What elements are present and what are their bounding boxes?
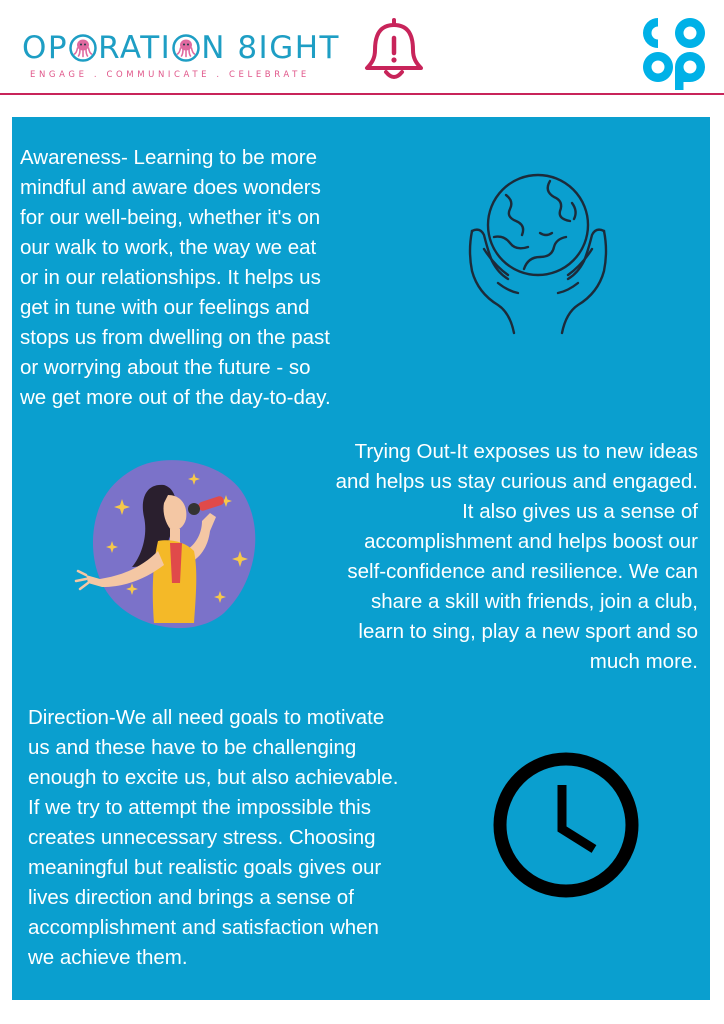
clock-icon [490,749,642,901]
paragraph-line: mindful and aware does wonders [20,176,321,199]
trying-out-paragraph [336,437,698,677]
paragraph-line: accomplishment and helps boost our [364,530,698,553]
paragraph-line: our walk to work, the way we eat [20,236,317,259]
brand [22,28,340,80]
direction-paragraph [28,703,398,973]
brand-title [22,28,340,68]
alert-bell-icon [362,14,426,84]
paragraph-line: accomplishment and satisfaction when [28,916,379,939]
paragraph-line: lives direction and brings a sense of [28,886,354,909]
paragraph-line: stops us from dwelling on the past [20,326,330,349]
paragraph-line: or in our relationships. It helps us [20,266,321,289]
paragraph-line: creates unnecessary stress. Choosing [28,826,376,849]
paragraph-line: get in tune with our feelings and [20,296,310,319]
singer-illustration [74,455,264,635]
brand-tagline: ENGAGE . COMMUNICATE . CELEBRATE [30,70,310,80]
paragraph-line: us and these have to be challenging [28,736,357,759]
paragraph-line: It also gives us a sense of [462,500,698,523]
brand-title-part-3: N 8IGHT [201,30,340,66]
awareness-paragraph [20,143,331,413]
paragraph-line: self-confidence and resilience. We can [347,560,698,583]
brand-title-part-2: RATI [98,30,172,66]
coop-logo [636,12,712,90]
paragraph-line: share a skill with friends, join a club, [370,590,698,613]
paragraph-line: we achieve them. [28,946,188,969]
paragraph-line: we get more out of the day-to-day. [20,386,331,409]
brand-title-part-1: OP [22,30,69,66]
octopus-icon [69,34,97,62]
header [0,0,724,96]
paragraph-line: for our well-being, whether it's on [20,206,321,229]
paragraph-line: or worrying about the future - so [20,356,311,379]
paragraph-line: meaningful but realistic goals gives our [28,856,382,879]
octopus-icon [172,34,200,62]
paragraph-line: much more. [589,650,698,673]
paragraph-line: learn to sing, play a new sport and so [358,620,698,643]
paragraph-line: Trying Out-It exposes us to new ideas [354,440,698,463]
paragraph-line: If we try to attempt the impossible this [28,796,371,819]
paragraph-line: Direction-We all need goals to motivate [28,706,385,729]
content-panel [12,117,710,1000]
paragraph-line: Awareness- Learning to be more [20,146,318,169]
paragraph-line: enough to excite us, but also achievable. [28,766,399,789]
paragraph-line: and helps us stay curious and engaged. [335,470,698,493]
globe-in-hands-icon [454,173,622,335]
header-divider [0,93,724,95]
